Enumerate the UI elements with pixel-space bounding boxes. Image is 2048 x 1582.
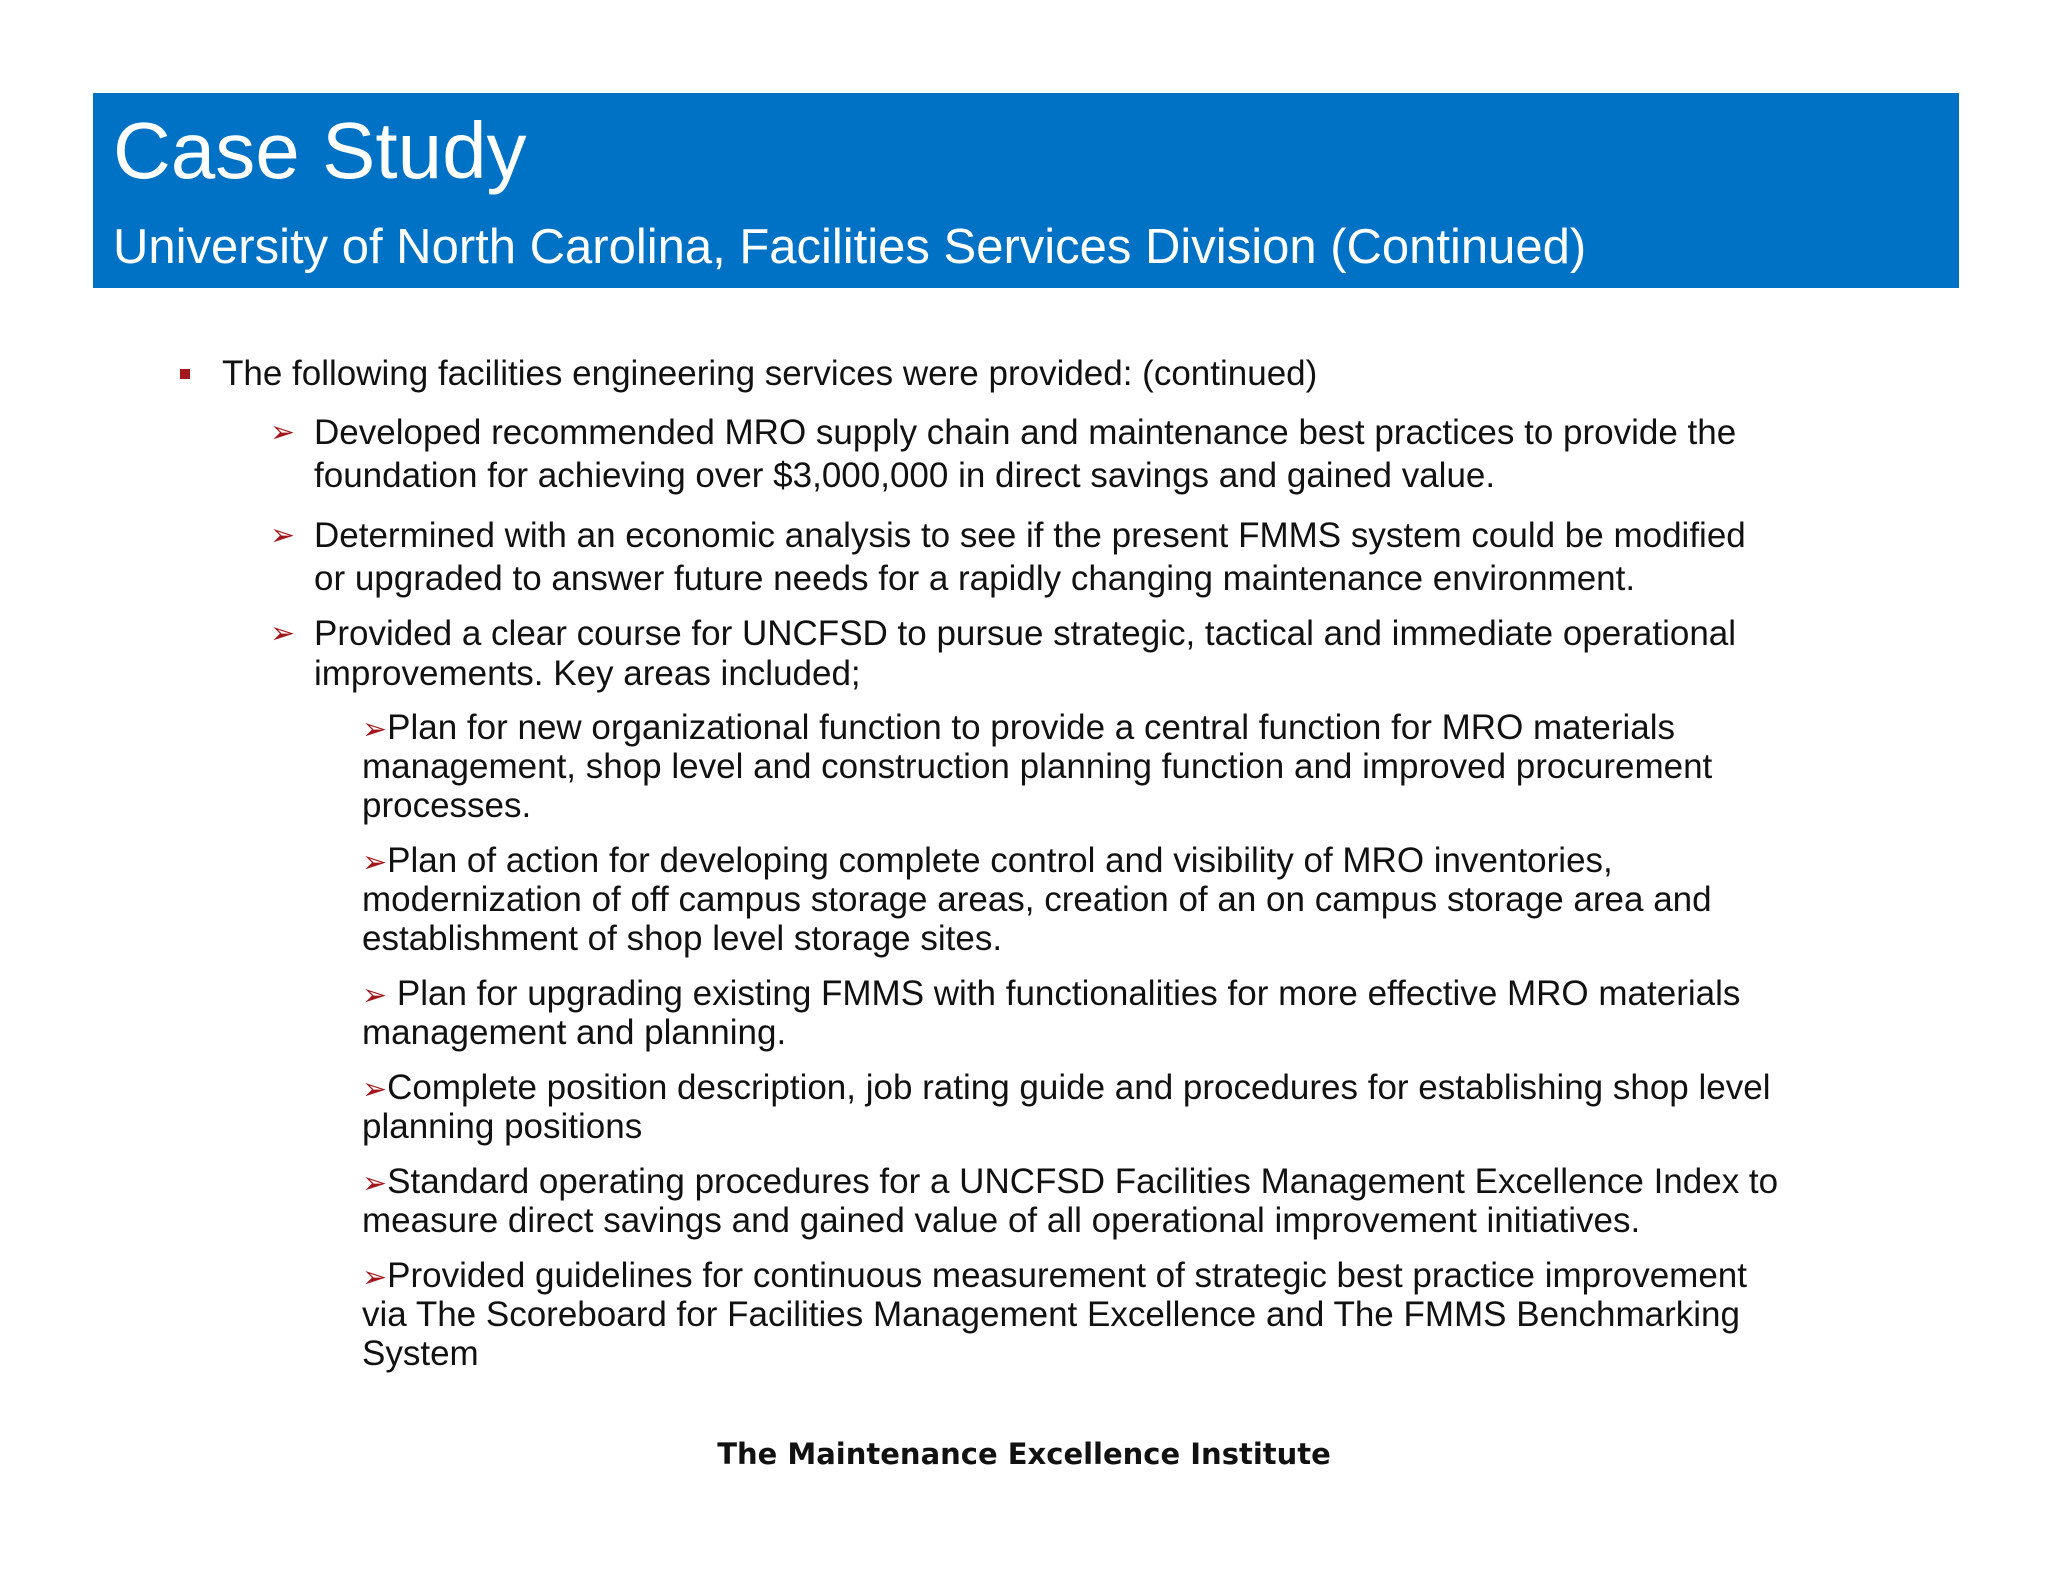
arrow-bullet-icon: ➢ [362,846,388,879]
arrow-bullet-icon: ➢ [362,1073,388,1106]
level2-item-3-line-1: Provided a clear course for UNCFSD to pursue strategic, tactical and immediate operational [314,614,1737,653]
header-banner [93,93,1959,288]
level3-item-3-line-1 [362,974,1740,1016]
level3-item-3-text: Plan for upgrading existing FMMS with functionalities for more effective MRO materials [387,974,1741,1013]
level2-item-2-line-1: Determined with an economic analysis to see if the present FMMS system could be modified [314,516,1746,555]
level3-item-6-line-2: via The Scoreboard for Facilities Management Excellence and The FMMS Benchmarking [362,1295,1740,1334]
level3-item-1-text: Plan for new organizational function to provide a central function for MRO materials [387,708,1676,747]
footer-brand: The Maintenance Excellence Institute [717,1437,1331,1471]
arrow-bullet-icon: ➢ [362,713,388,746]
arrow-bullet-icon: ➢ [362,1261,388,1294]
level2-item-2-line-2: or upgraded to answer future needs for a rapidly changing maintenance environment. [314,559,1636,598]
intro-bullet-text: The following facilities engineering services were provided: (continued) [222,354,1318,393]
arrow-bullet-icon: ➢ [362,979,388,1012]
page-subtitle: University of North Carolina, Facilities Services Division (Continued) [113,220,1587,274]
level3-item-1-line-3: processes. [362,786,532,825]
square-bullet-icon [180,369,190,379]
level3-item-5-text: Standard operating procedures for a UNCFSD Facilities Management Excellence Index to [387,1162,1779,1201]
level3-item-2-line-3: establishment of shop level storage sites. [362,919,1003,958]
level3-item-6-text: Provided guidelines for continuous measurement of strategic best practice improvement [387,1256,1747,1295]
level2-item-3-line-2: improvements. Key areas included; [314,654,861,693]
arrow-bullet-icon: ➢ [270,617,296,650]
level3-item-4-line-2: planning positions [362,1107,643,1146]
level3-item-2-text: Plan of action for developing complete control and visibility of MRO inventories, [387,841,1613,880]
level3-item-1-line-2: management, shop level and construction planning function and improved procurement [362,747,1713,786]
page-title: Case Study [113,106,527,195]
level3-item-5-line-2: measure direct savings and gained value of all operational improvement initiatives. [362,1201,1641,1240]
level3-item-6-line-1 [362,1256,1747,1298]
arrow-bullet-icon: ➢ [362,1167,388,1200]
level3-item-4-line-1 [362,1068,1770,1110]
level3-item-4-text: Complete position description, job rating guide and procedures for establishing shop level [387,1068,1771,1107]
level3-item-5-line-1 [362,1162,1778,1204]
arrow-bullet-icon: ➢ [270,416,296,449]
level3-item-6-line-3: System [362,1334,479,1373]
level3-item-2-line-2: modernization of off campus storage areas, creation of an on campus storage area and [362,880,1712,919]
level2-item-1-line-2: foundation for achieving over $3,000,000 in direct savings and gained value. [314,456,1496,495]
level3-item-1-line-1 [362,708,1675,750]
level3-item-2-line-1 [362,841,1613,883]
level2-item-1-line-1: Developed recommended MRO supply chain and maintenance best practices to provide the [314,413,1737,452]
level3-item-3-line-2: management and planning. [362,1013,787,1052]
arrow-bullet-icon: ➢ [270,519,296,552]
